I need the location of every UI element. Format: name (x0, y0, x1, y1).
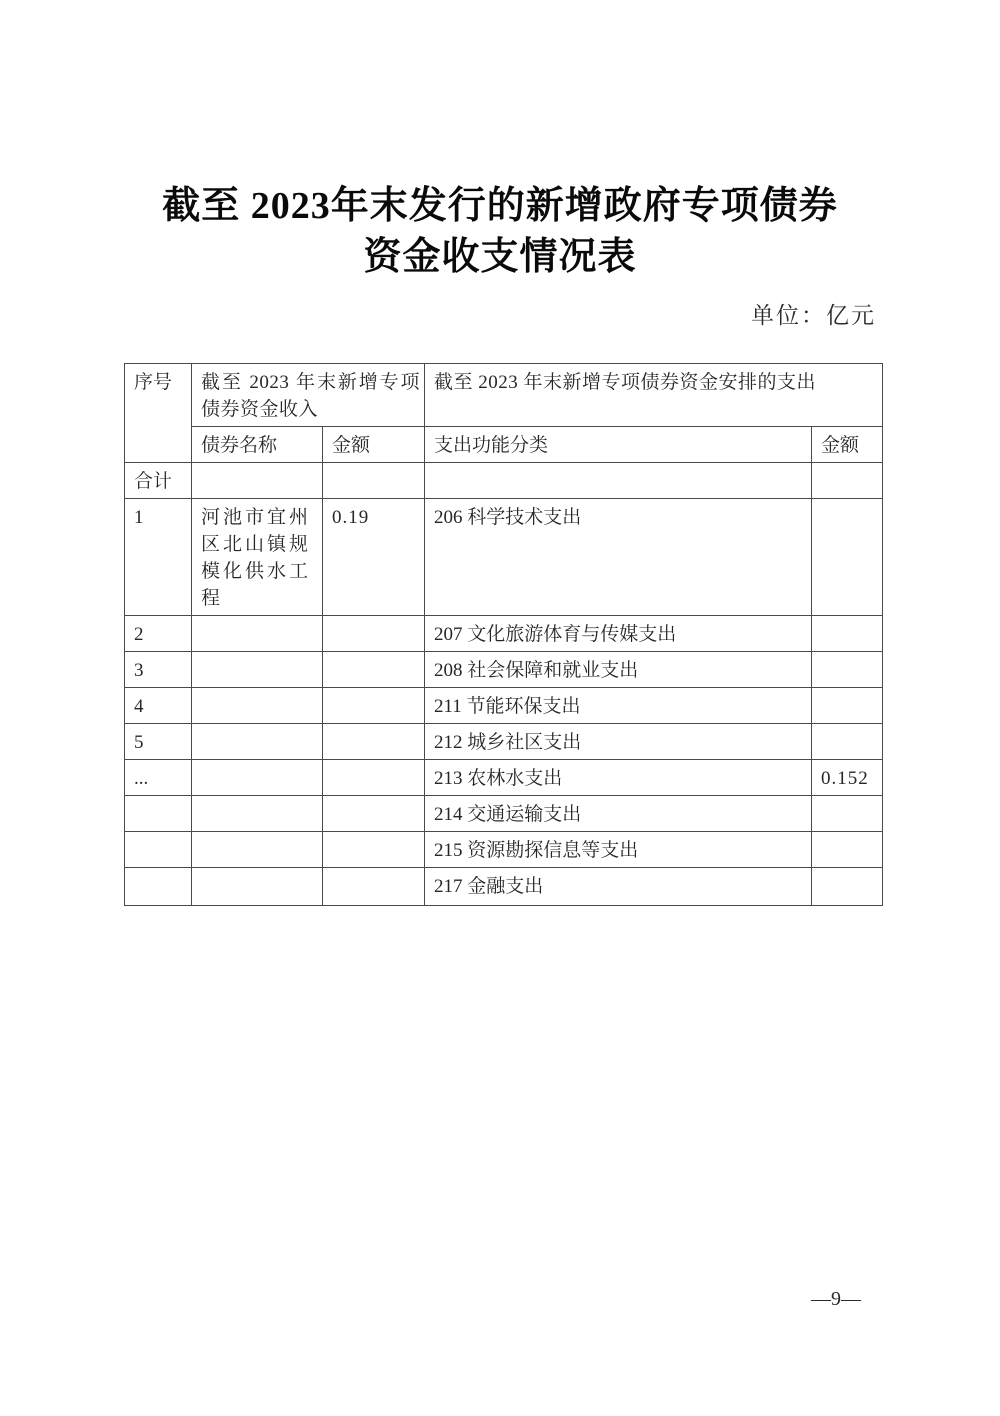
expenditure-amount-cell (812, 724, 883, 760)
bonds-table (124, 363, 883, 906)
income-amount-cell (323, 688, 425, 724)
page-number: —9— (811, 1288, 861, 1310)
income-amount-header: 金额 (323, 427, 425, 463)
table-row (125, 760, 883, 796)
bond-name-cell (192, 760, 323, 796)
expenditure-category-cell: 206 科学技术支出 (425, 499, 812, 616)
table-header-row-1 (125, 364, 883, 427)
expenditure-amount-cell (812, 796, 883, 832)
expenditure-group-header: 截至 2023 年末新增专项债券资金安排的支出 (425, 364, 883, 427)
expenditure-amount-cell (812, 463, 883, 499)
total-row (125, 463, 883, 499)
seq-cell: ... (125, 760, 192, 796)
table-row (125, 868, 883, 906)
seq-header: 序号 (125, 364, 192, 463)
page-title-line2: 资金收支情况表 (363, 236, 637, 278)
bond-name-cell (192, 616, 323, 652)
expenditure-category-header: 支出功能分类 (425, 427, 812, 463)
unit-label: 单位：亿元 (751, 303, 876, 328)
expenditure-amount-cell (812, 868, 883, 906)
page-title-line1: 截至 2023年末发行的新增政府专项债券 (162, 185, 838, 227)
bond-name-cell (192, 868, 323, 906)
table-row (125, 796, 883, 832)
expenditure-amount-cell (812, 688, 883, 724)
expenditure-amount-cell (812, 499, 883, 616)
income-amount-cell (323, 832, 425, 868)
seq-cell: 5 (125, 724, 192, 760)
income-amount-cell (323, 616, 425, 652)
seq-cell: 3 (125, 652, 192, 688)
bond-name-cell (192, 688, 323, 724)
bond-name-header: 债券名称 (192, 427, 323, 463)
table-row (125, 652, 883, 688)
table-row (125, 832, 883, 868)
expenditure-amount-header: 金额 (812, 427, 883, 463)
expenditure-category-cell: 212 城乡社区支出 (425, 724, 812, 760)
expenditure-category-cell: 207 文化旅游体育与传媒支出 (425, 616, 812, 652)
bond-name-cell (192, 796, 323, 832)
seq-cell: 1 (125, 499, 192, 616)
table-row (125, 688, 883, 724)
expenditure-category-cell: 217 金融支出 (425, 868, 812, 906)
seq-cell (125, 868, 192, 906)
table-row (125, 616, 883, 652)
seq-cell (125, 832, 192, 868)
income-amount-cell (323, 868, 425, 906)
bond-name-cell (192, 832, 323, 868)
seq-cell: 4 (125, 688, 192, 724)
bond-name-cell: 河池市宜州区北山镇规模化供水工程 (192, 499, 323, 616)
income-amount-cell (323, 760, 425, 796)
income-group-header: 截至 2023 年末新增专项债券资金收入 (192, 364, 425, 427)
expenditure-category-cell: 215 资源勘探信息等支出 (425, 832, 812, 868)
total-label-cell: 合计 (125, 463, 192, 499)
expenditure-category-cell: 213 农林水支出 (425, 760, 812, 796)
income-amount-cell: 0.19 (323, 499, 425, 616)
bond-name-cell (192, 463, 323, 499)
expenditure-amount-cell (812, 616, 883, 652)
expenditure-category-cell: 214 交通运输支出 (425, 796, 812, 832)
bond-name-cell (192, 652, 323, 688)
page-title (0, 181, 1000, 283)
bond-name-cell (192, 724, 323, 760)
income-amount-cell (323, 796, 425, 832)
expenditure-amount-cell: 0.152 (812, 760, 883, 796)
expenditure-category-cell (425, 463, 812, 499)
expenditure-category-cell: 208 社会保障和就业支出 (425, 652, 812, 688)
income-amount-cell (323, 652, 425, 688)
table-header-row-2 (125, 427, 883, 463)
expenditure-amount-cell (812, 832, 883, 868)
seq-cell: 2 (125, 616, 192, 652)
table-row (125, 499, 883, 616)
income-amount-cell (323, 463, 425, 499)
seq-cell (125, 796, 192, 832)
table-row (125, 724, 883, 760)
expenditure-amount-cell (812, 652, 883, 688)
income-amount-cell (323, 724, 425, 760)
expenditure-category-cell: 211 节能环保支出 (425, 688, 812, 724)
